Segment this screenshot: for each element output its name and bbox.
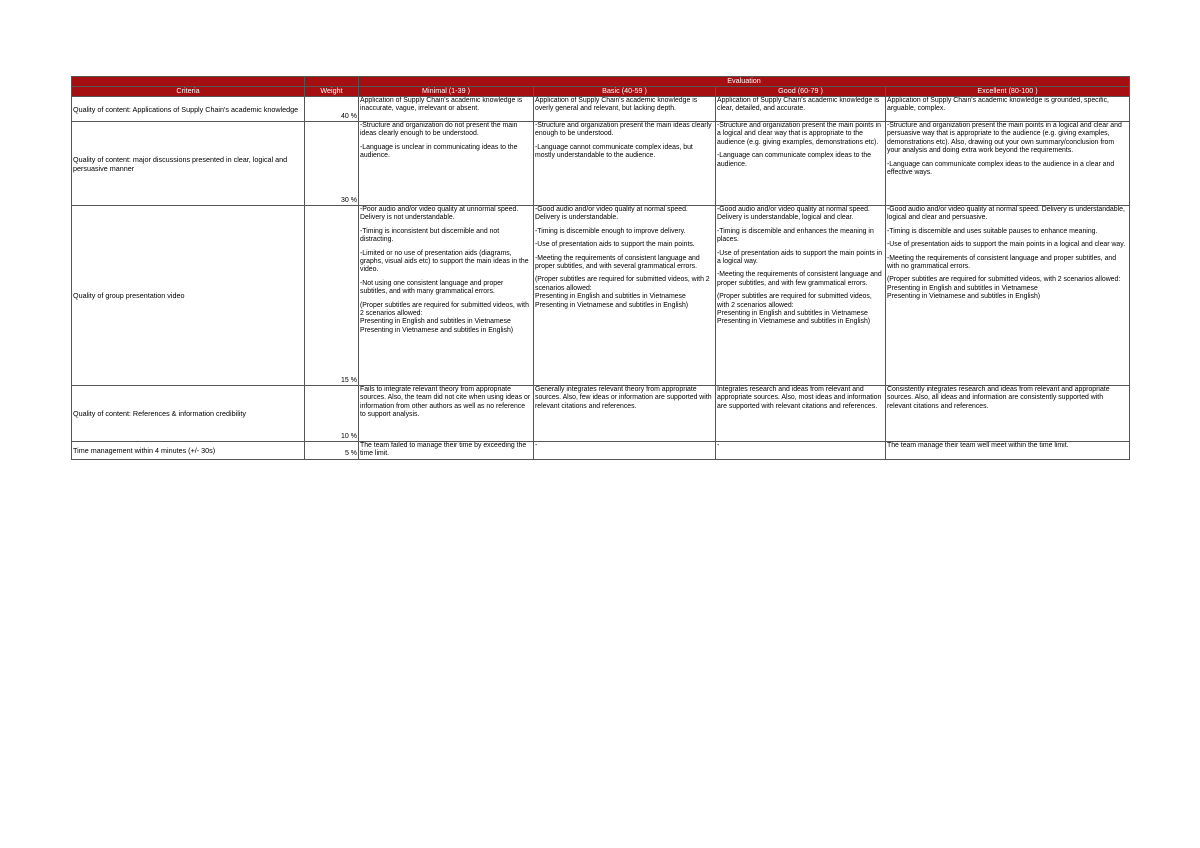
descriptor-text: -Structure and organization present the main ideas clearly enough to be understood. [535,122,712,138]
header-weight: Weight [305,87,359,97]
level-cell-minimal [359,122,534,206]
header-level-excellent: Excellent (80-100 ) [886,87,1130,97]
rubric-table [71,76,1130,460]
criteria-cell: Quality of group presentation video [72,206,305,386]
level-cell-minimal [359,442,534,460]
descriptor-text: -Good audio and/or video quality at normal speed. Delivery is understandable, logical and clear. [717,206,870,222]
level-cell-excellent [886,122,1130,206]
criteria-cell: Quality of content: major discussions presented in clear, logical and persuasive manner [72,122,305,206]
rubric-row [72,97,1130,122]
descriptor-text: -Use of presentation aids to support the main points in a logical way. [717,249,883,266]
descriptor-text: -Meeting the requirements of consistent language and proper subtitles, and with several grammatical errors. [535,254,700,271]
descriptor-text: The team manage their team well meet within the time limit. [887,442,1069,449]
level-cell-minimal [359,97,534,122]
descriptor-text: -Good audio and/or video quality at normal speed. Delivery is understandable. [535,206,688,222]
criteria-cell: Quality of content: Applications of Supply Chain's academic knowledge [72,97,305,122]
level-cell-basic [534,442,716,460]
descriptor-text: -Structure and organization present the main points in a logical and clear and persuasive way that is appropriate to the audience (e.g. giving examples, demonstrations etc). Also, drawing out your own summary/conclusion from your analysis and doing extra work beyond the requirements. [887,122,1122,155]
descriptor-text: Application of Supply Chain's academic knowledge is clear, detailed, and accurate. [717,97,880,113]
weight-cell: 10 % [305,386,359,442]
criteria-cell: Quality of content: References & information credibility [72,386,305,442]
header-row-evaluation [72,77,1130,87]
header-level-basic: Basic (40-59 ) [534,87,716,97]
criteria-cell: Time management within 4 minutes (+/- 30s) [72,442,305,460]
descriptor-text: -Poor audio and/or video quality at unnormal speed. Delivery is not understandable. [360,206,519,222]
level-cell-basic [534,122,716,206]
header-level-minimal: Minimal (1-39 ) [359,87,534,97]
weight-cell: 15 % [305,206,359,386]
level-cell-basic [534,386,716,442]
level-cell-basic [534,97,716,122]
descriptor-text: - [717,442,720,449]
descriptor-text: -Timing is inconsistent but discernible and not distracting. [360,227,500,244]
weight-cell: 40 % [305,97,359,122]
level-cell-good [716,206,886,386]
level-cell-excellent [886,386,1130,442]
descriptor-text: Integrates research and ideas from relevant and appropriate sources. Also, most ideas and information are supported with relevant citations and references. [717,386,882,410]
level-cell-minimal [359,206,534,386]
level-cell-excellent [886,442,1130,460]
header-evaluation: Evaluation [359,77,1130,87]
descriptor-text: (Proper subtitles are required for submitted videos, with 2 scenarios allowed: Presenting in English and subtitles in Vietnamese Presenting in Vietnamese and subtitles in English) [360,301,529,334]
level-cell-basic [534,206,716,386]
rubric-body [72,97,1130,460]
weight-cell: 5 % [305,442,359,460]
descriptor-text: -Language can communicate complex ideas to the audience. [717,152,871,168]
descriptor-text: -Timing is discernible enough to improve delivery. [535,227,686,235]
header-blank [72,77,305,87]
descriptor-text: Application of Supply Chain's academic knowledge is inaccurate, vague, irrelevant or absent. [360,97,523,113]
descriptor-text: -Language can communicate complex ideas to the audience in a clear and effective ways. [887,160,1115,177]
descriptor-text: -Meeting the requirements of consistent language and proper subtitles, and with no grammatical errors. [887,254,1117,271]
descriptor-text: -Structure and organization present the main points in a logical and clear way that is appropriate to the audience (e.g. giving examples, demonstrations etc). [717,122,881,146]
level-cell-minimal [359,386,534,442]
level-cell-good [716,442,886,460]
descriptor-text: -Not using one consistent language and proper subtitles, and with many grammatical errors. [360,279,504,296]
descriptor-text: Application of Supply Chain's academic knowledge is grounded, specific, arguable, complex. [887,97,1109,113]
rubric-sheet [71,76,1129,460]
descriptor-text: -Structure and organization do not present the main ideas clearly enough to be understood. [360,122,518,138]
descriptor-text: (Proper subtitles are required for submitted videos, with 2 scenarios allowed: Presenting in English and subtitles in Vietnamese Presenting in Vietnamese and subtitles in English) [717,293,872,326]
descriptor-text: -Meeting the requirements of consistent language and proper subtitles, and with few grammatical errors. [717,271,882,287]
descriptor-text: (Proper subtitles are required for submitted videos, with 2 scenarios allowed: Presenting in English and subtitles in Vietnamese Presenting in Vietnamese and subtitles in English) [535,276,710,309]
rubric-row [72,442,1130,460]
descriptor-text: Application of Supply Chain's academic knowledge is overly general and relevant, but lacking depth. [535,97,698,113]
descriptor-text: -Good audio and/or video quality at normal speed. Delivery is understandable, logical and clear and persuasive. [887,206,1125,222]
level-cell-excellent [886,97,1130,122]
descriptor-text: - [535,442,538,449]
descriptor-text: Generally integrates relevant theory from appropriate sources. Also, few ideas or information are supported with relevant citations and references. [535,386,712,410]
descriptor-text: -Use of presentation aids to support the main points. [535,241,695,249]
level-cell-excellent [886,206,1130,386]
weight-cell: 30 % [305,122,359,206]
descriptor-text: The team failed to manage their time by exceeding the time limit. [360,442,527,458]
header-row-levels [72,87,1130,97]
header-criteria: Criteria [72,87,305,97]
descriptor-text: -Timing is discernible and uses suitable pauses to enhance meaning. [887,227,1098,235]
descriptor-text: -Language is unclear in communicating ideas to the audience. [360,143,518,160]
descriptor-text: -Use of presentation aids to support the main points in a logical and clear way. [887,241,1126,249]
header-blank-weight [305,77,359,87]
rubric-row [72,206,1130,386]
descriptor-text: -Language cannot communicate complex ideas, but mostly understandable to the audience. [535,143,693,160]
header-level-good: Good (60-79 ) [716,87,886,97]
level-cell-good [716,122,886,206]
level-cell-good [716,97,886,122]
descriptor-text: -Timing is discernible and enhances the meaning in places. [717,227,874,244]
descriptor-text: -Limited or no use of presentation aids (diagrams, graphs, visual aids etc) to support the main ideas in the video. [360,249,529,274]
descriptor-text: (Proper subtitles are required for submitted videos, with 2 scenarios allowed: Presenting in English and subtitles in Vietnamese Presenting in Vietnamese and subtitles in English) [887,276,1121,301]
level-cell-good [716,386,886,442]
rubric-row [72,386,1130,442]
descriptor-text: Fails to integrate relevant theory from appropriate sources. Also, the team did not cite when using ideas or information from other authors as well as no reference to support analysis. [360,386,531,419]
descriptor-text: Consistently integrates research and ideas from relevant and appropriate sources. Also, all ideas and information are consistently supported with relevant citations and references. [887,386,1110,410]
rubric-row [72,122,1130,206]
